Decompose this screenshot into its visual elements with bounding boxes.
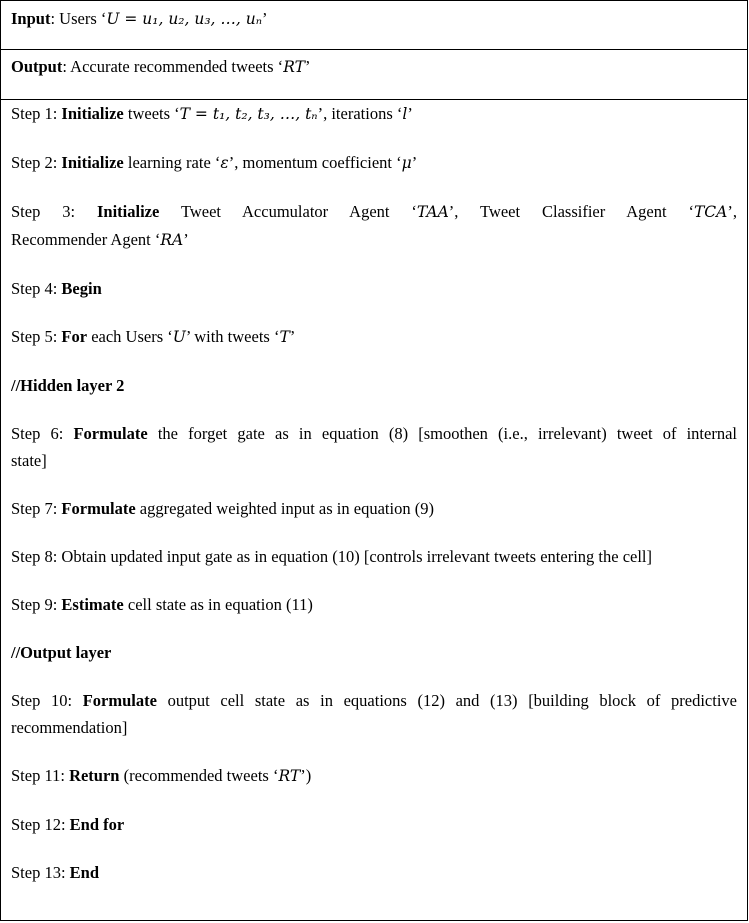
output-line: Output: Accurate recommended tweets ‘RT’ <box>11 57 311 76</box>
step-1: Step 1: Initialize tweets ‘T = t₁, t₂, t₃, …, tₙ’, iterations ‘l’ <box>11 104 413 123</box>
steps-body <box>1 100 747 886</box>
input-line: Input: Users ‘U = u₁, u₂, u₃, …, uₙ’ <box>11 9 268 28</box>
step-3: Step 3: Initialize Tweet Accumulator Agent ‘TAA’, Tweet Classifier Agent ‘TCA’, <box>11 202 737 221</box>
output-layer-heading: //Output layer <box>11 643 112 662</box>
step-3-cont: Recommender Agent ‘RA’ <box>11 230 189 249</box>
step-8: Step 8: Obtain updated input gate as in equation (10) [controls irrelevant tweets entering the cell] <box>11 547 653 566</box>
step-4: Step 4: Begin <box>11 279 102 298</box>
output-label: Output <box>11 57 63 76</box>
step-6-cont: state] <box>11 451 47 470</box>
step-5: Step 5: For each Users ‘U’ with tweets ‘T’ <box>11 327 296 346</box>
step-13: Step 13: End <box>11 863 100 882</box>
input-label: Input <box>11 9 51 28</box>
step-9: Step 9: Estimate cell state as in equation (11) <box>11 595 313 614</box>
step-2: Step 2: Initialize learning rate ‘ε’, momentum coefficient ‘μ’ <box>11 153 418 172</box>
output-math: RT <box>283 58 305 76</box>
step-7: Step 7: Formulate aggregated weighted input as in equation (9) <box>11 499 434 518</box>
input-math: U = u₁, u₂, u₃, …, uₙ <box>106 10 263 28</box>
step-6: Step 6: Formulate the forget gate as in equation (8) [smoothen (i.e., irrelevant) tweet of internal <box>11 424 737 443</box>
input-row <box>1 1 747 50</box>
step-12: Step 12: End for <box>11 815 125 834</box>
hidden-layer-heading: //Hidden layer 2 <box>11 376 125 395</box>
step-10: Step 10: Formulate output cell state as in equations (12) and (13) [building block of predictive <box>11 691 737 710</box>
step-11: Step 11: Return (recommended tweets ‘RT’) <box>11 766 312 785</box>
output-row <box>1 50 747 100</box>
step-10-cont: recommendation] <box>11 718 128 737</box>
